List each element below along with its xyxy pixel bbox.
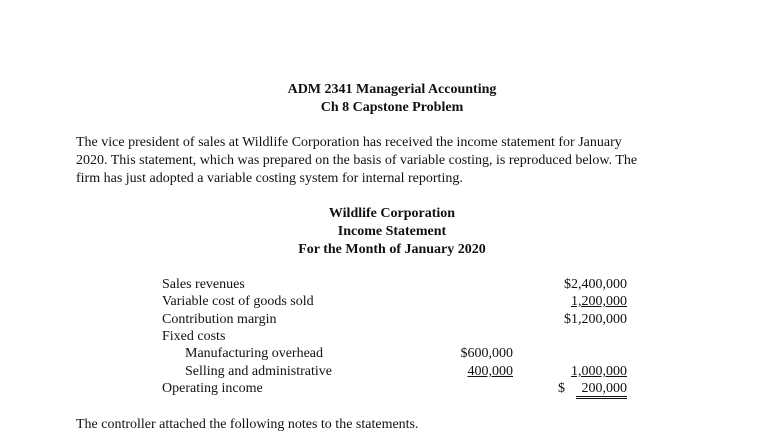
sales-label: Sales revenues xyxy=(162,277,245,292)
mfg-overhead-amount: $600,000 xyxy=(460,346,513,361)
controller-notes-text: The controller attached the following notes to the statements. xyxy=(76,417,419,432)
selling-admin-amount-cell xyxy=(440,364,513,380)
fixed-total-cell xyxy=(540,364,627,380)
sales-total: $2,400,000 xyxy=(564,277,627,292)
selling-admin-label: Selling and administrative xyxy=(185,364,332,379)
fixed-costs-total: 1,000,000 xyxy=(571,364,627,379)
intro-line-1: The vice president of sales at Wildlife Corporation has received the income statement for January xyxy=(76,135,622,150)
variable-cogs-total: 1,200,000 xyxy=(571,294,627,309)
mfg-overhead-label: Manufacturing overhead xyxy=(185,346,323,361)
document-subtitle: Ch 8 Capstone Problem xyxy=(320,100,464,115)
fixed-costs-label: Fixed costs xyxy=(162,329,226,344)
intro-line-3: firm has just adopted a variable costing system for internal reporting. xyxy=(76,171,463,186)
operating-income-label: Operating income xyxy=(162,381,263,396)
statement-title: Income Statement xyxy=(337,224,447,239)
document-title: ADM 2341 Managerial Accounting xyxy=(287,82,497,97)
statement-period: For the Month of January 2020 xyxy=(298,242,486,257)
selling-admin-amount: 400,000 xyxy=(467,364,513,379)
operating-income-dollar: $ xyxy=(558,381,565,396)
variable-cogs-label: Variable cost of goods sold xyxy=(162,294,314,309)
operating-income-total: 200,000 xyxy=(576,382,628,399)
operating-income-cell xyxy=(560,381,627,399)
contribution-label: Contribution margin xyxy=(162,312,277,327)
statement-company: Wildlife Corporation xyxy=(328,206,456,221)
variable-cogs-total-cell xyxy=(540,294,627,310)
intro-line-2: 2020. This statement, which was prepared on the basis of variable costing, is reproduced below. The xyxy=(76,153,638,168)
contribution-total: $1,200,000 xyxy=(564,312,627,327)
